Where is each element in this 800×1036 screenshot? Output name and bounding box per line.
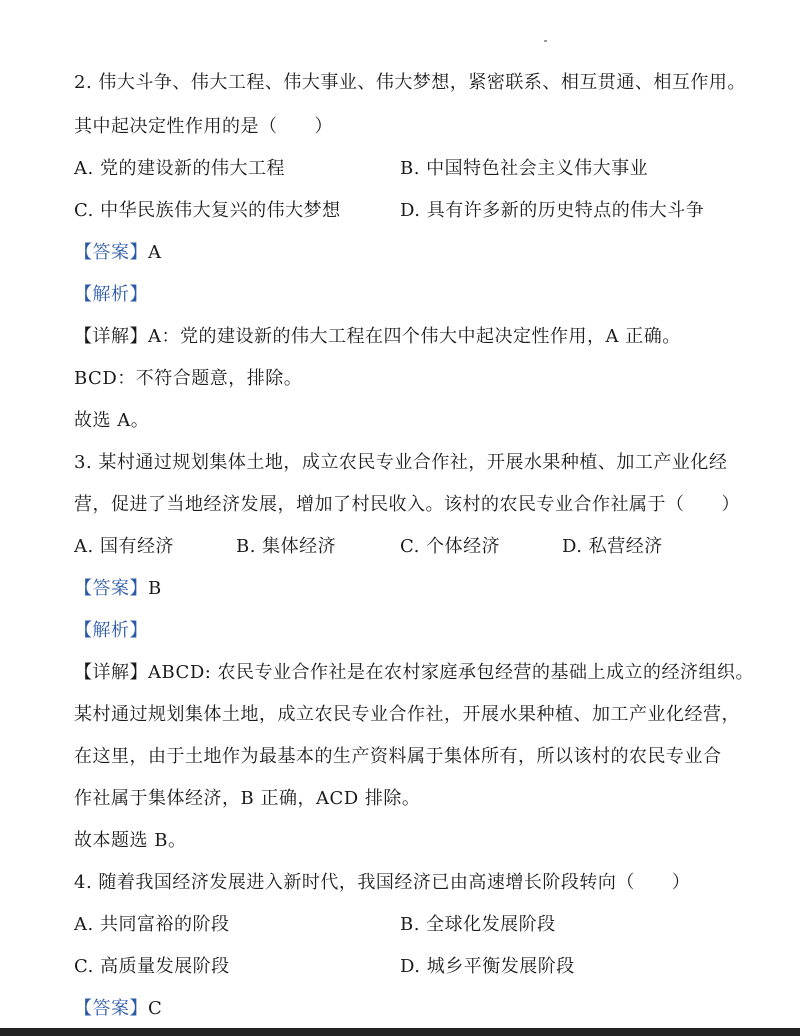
q3-answer-tag: 【答案】 [74,578,148,599]
q4-answer: C [148,998,163,1019]
q2-analysis-tag: 【解析】 [74,284,148,305]
q3-option-c: C. 个体经济 [400,536,501,557]
q2-conclusion: 故选 A。 [74,410,150,431]
q3-stem-line-1: 3. 某村通过规划集体土地，成立农民专业合作社，开展水果种植、加工产业化经 [74,452,728,473]
q4-answer-line [74,996,162,1022]
bottom-edge-bar [0,1028,800,1036]
q4-option-a: A. 共同富裕的阶段 [74,914,230,935]
q4-stem-line-1: 4. 随着我国经济发展进入新时代，我国经济已由高速增长阶段转向（ ） [74,872,691,893]
q4-option-b: B. 全球化发展阶段 [400,914,556,935]
q2-answer: A [148,242,162,263]
scan-speck [544,40,547,42]
q3-detail-tag: 【详解】 [74,662,148,683]
q2-detail-tag: 【详解】 [74,326,148,347]
q4-option-d: D. 城乡平衡发展阶段 [400,956,575,977]
q2-answer-tag: 【答案】 [74,242,148,263]
q2-detail-line-2: BCD：不符合题意，排除。 [74,368,303,389]
q3-option-a: A. 国有经济 [74,536,174,557]
q2-option-d: D. 具有许多新的历史特点的伟大斗争 [400,200,705,221]
q3-detail-line-4: 作社属于集体经济，B 正确，ACD 排除。 [74,788,421,809]
q2-answer-line [74,240,162,266]
q3-detail-line-2: 某村通过规划集体土地，成立农民专业合作社，开展水果种植、加工产业化经营， [74,704,740,725]
q2-option-b: B. 中国特色社会主义伟大事业 [400,158,649,179]
q4-option-c: C. 高质量发展阶段 [74,956,230,977]
q3-detail-text-1: ABCD: 农民专业合作社是在农村家庭承包经营的基础上成立的经济组织。 [148,662,755,683]
q2-stem-line-1: 2. 伟大斗争、伟大工程、伟大事业、伟大梦想，紧密联系、相互贯通、相互作用。 [74,72,746,93]
q3-analysis-tag: 【解析】 [74,620,148,641]
q3-detail-line-3: 在这里，由于土地作为最基本的生产资料属于集体所有，所以该村的农民专业合 [74,746,722,767]
q3-option-d: D. 私营经济 [562,536,663,557]
q3-option-b: B. 集体经济 [236,536,337,557]
q3-conclusion: 故本题选 B。 [74,830,187,851]
q2-option-c: C. 中华民族伟大复兴的伟大梦想 [74,200,341,221]
q2-stem-line-2: 其中起决定性作用的是（ ） [74,116,333,137]
q4-answer-tag: 【答案】 [74,998,148,1019]
q2-detail-line-1 [74,324,681,350]
q3-detail-line-1 [74,660,754,686]
q2-detail-text-1: A：党的建设新的伟大工程在四个伟大中起决定性作用，A 正确。 [148,326,681,347]
q3-stem-line-2: 营，促进了当地经济发展，增加了村民收入。该村的农民专业合作社属于（ ） [74,494,740,515]
q2-option-a: A. 党的建设新的伟大工程 [74,158,285,179]
q3-answer: B [148,578,162,599]
q3-answer-line [74,576,162,602]
